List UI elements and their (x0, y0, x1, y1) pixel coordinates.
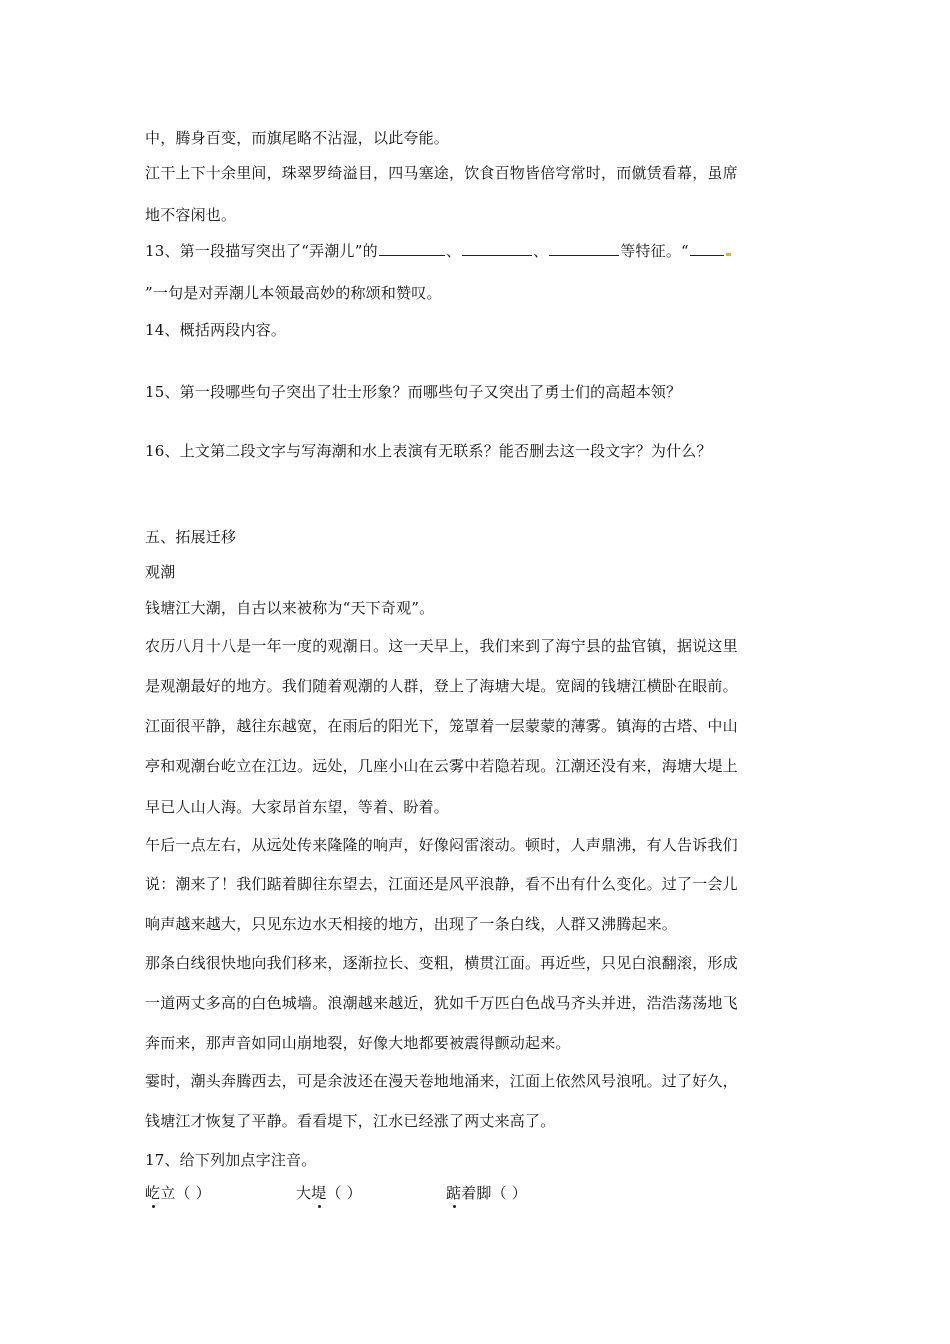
answer-paren[interactable]: （ ） (175, 1184, 211, 1202)
answer-blank-1[interactable] (379, 241, 445, 256)
essay-line-3: 是观潮最好的地方。我们随着观潮的人群，登上了海塘大堤。宽阔的钱塘江横卧在眼前。 (145, 677, 738, 695)
dotted-char: 堤 (311, 1184, 327, 1202)
answer-paren[interactable]: （ ） (491, 1184, 527, 1202)
essay-line-7: 午后一点左右，从远处传来隆隆的响声，好像闷雷滚动。顿时，人声鼎沸，有人告诉我们 (145, 836, 738, 854)
question-16: 16、上文第二段文字与写海潮和水上表演有无联系？能否删去这一段文字？为什么？ (145, 442, 712, 460)
word-rest: 立 (160, 1184, 176, 1202)
essay-line-8: 说：潮来了！我们踮着脚往东望去，江面还是风平浪静，看不出有什么变化。过了一会儿 (145, 875, 738, 893)
q13-sep-2: 、 (533, 242, 549, 260)
essay-line-12: 奔而来，那声音如同山崩地裂，好像大地都要被震得颤动起来。 (145, 1034, 571, 1052)
answer-blank-3[interactable] (549, 241, 619, 256)
section-title: 五、拓展迁移 (145, 528, 237, 546)
essay-line-6: 早已人山人海。大家昂首东望，等着、盼着。 (145, 798, 450, 816)
essay-line-5: 亭和观潮台屹立在江边。远处，几座小山在云雾中若隐若现。江潮还没有来，海塘大堤上 (145, 757, 738, 775)
essay-line-1: 钱塘江大潮，自古以来被称为“天下奇观”。 (145, 599, 435, 617)
essay-line-13: 霎时，潮头奔腾西去，可是余波还在漫天卷地地涌来，江面上依然风号浪吼。过了好久， (145, 1072, 738, 1090)
answer-blank-4[interactable] (690, 241, 724, 256)
answer-paren[interactable]: （ ） (326, 1184, 362, 1202)
question-13 (145, 241, 731, 261)
question-14: 14、概括两段内容。 (145, 321, 287, 339)
word-rest: 着脚 (461, 1184, 492, 1202)
essay-line-11: 一道两丈多高的白色城墙。浪潮越来越近，犹如千万匹白色战马齐头并进，浩浩荡荡地飞 (145, 994, 738, 1012)
passage-line-3: 地不容闲也。 (145, 206, 237, 224)
passage-line-1: 中，腾身百变，而旗尾略不沾湿，以此夸能。 (145, 129, 450, 147)
dotted-char: 踮 (446, 1184, 462, 1202)
essay-line-2: 农历八月十八是一年一度的观潮日。这一天早上，我们来到了海宁县的盐官镇，据说这里 (145, 637, 738, 655)
passage-line-2: 江干上下十余里间，珠翠罗绮溢目，四马塞途，饮食百物皆倍穹常时，而僦赁看幕，虽席 (145, 164, 738, 182)
dotted-char: 屹 (145, 1184, 161, 1202)
q13-text-b: 等特征。“ (620, 242, 689, 260)
highlight-mark (726, 253, 731, 256)
essay-line-4: 江面很平静，越往东越宽，在雨后的阳光下，笼罩着一层蒙蒙的薄雾。镇海的古塔、中山 (145, 717, 738, 735)
question-15: 15、第一段哪些句子突出了壮士形象？而哪些句子又突出了勇士们的高超本领？ (145, 383, 682, 401)
essay-line-14: 钱塘江才恢复了平静。看看堤下，江水已经涨了两丈来高了。 (145, 1112, 556, 1130)
essay-title: 观潮 (145, 563, 176, 581)
q13-sep-1: 、 (445, 242, 462, 260)
question-17: 17、给下列加点字注音。 (145, 1151, 317, 1169)
essay-line-10: 那条白线很快地向我们移来，逐渐拉长、变粗，横贯江面。再近些，只见白浪翻滚，形成 (145, 954, 738, 972)
word-first: 大 (296, 1184, 312, 1202)
question-13-cont: ”一句是对弄潮儿本领最高妙的称颂和赞叹。 (145, 284, 442, 302)
pinyin-item-1 (145, 1183, 211, 1203)
pinyin-item-2 (296, 1183, 362, 1203)
q13-text-a: 13、第一段描写突出了“弄潮儿”的 (145, 242, 378, 260)
essay-line-9: 响声越来越大，只见东边水天相接的地方，出现了一条白线，人群又沸腾起来。 (145, 915, 678, 933)
answer-blank-2[interactable] (462, 241, 532, 256)
pinyin-item-3 (446, 1183, 527, 1203)
